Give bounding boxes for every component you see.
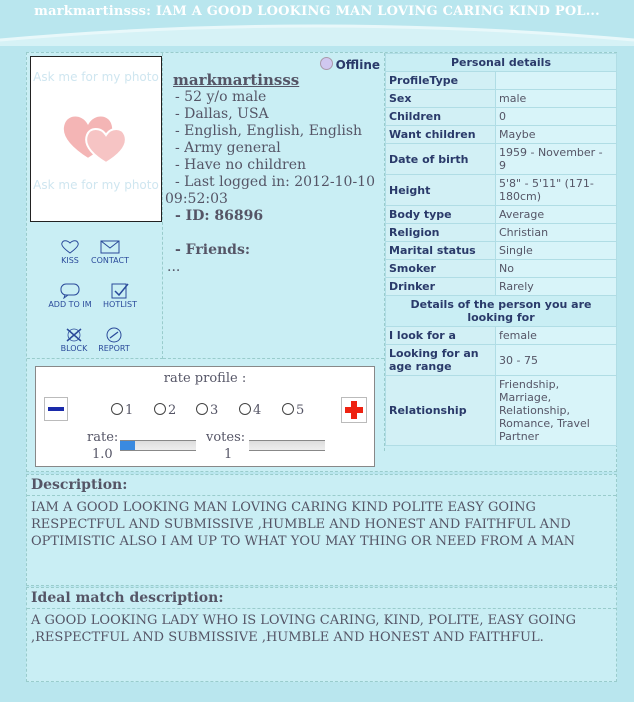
detail-key: Drinker — [386, 278, 496, 296]
radio-circle-icon — [196, 403, 208, 415]
rate-down-button[interactable] — [44, 397, 68, 421]
profile-summary — [163, 53, 384, 359]
detail-value: Friendship, Marriage, Relationship, Romance, Travel Partner — [496, 376, 617, 446]
page-title: markmartinsss: IAM A GOOD LOOKING MAN LOVING CARING KIND POL... — [34, 4, 600, 19]
personal-details-table — [385, 53, 617, 446]
block-x-icon — [64, 327, 84, 343]
detail-row — [386, 175, 617, 206]
hotlist-label: HOTLIST — [103, 300, 137, 309]
online-status — [320, 57, 380, 72]
offline-dot-icon — [320, 57, 333, 70]
detail-value: female — [496, 327, 617, 345]
detail-key: Want children — [386, 126, 496, 144]
contact-label: CONTACT — [91, 256, 129, 265]
profile-info-list — [165, 89, 381, 276]
detail-value: 0 — [496, 108, 617, 126]
votes-value: 1 — [224, 447, 233, 462]
rate-option-4[interactable]: 4 — [239, 403, 261, 418]
hotlist-button[interactable] — [95, 283, 145, 309]
profile-photo-placeholder[interactable] — [30, 56, 162, 222]
detail-row — [386, 90, 617, 108]
detail-row — [386, 224, 617, 242]
detail-key: Height — [386, 175, 496, 206]
envelope-icon — [100, 239, 120, 255]
hearts-icon — [58, 107, 134, 167]
header-wave-decoration — [0, 18, 634, 46]
report-label: REPORT — [98, 344, 130, 353]
detail-row — [386, 126, 617, 144]
rate-option-3[interactable]: 3 — [196, 403, 218, 418]
username-link[interactable]: markmartinsss — [173, 71, 300, 89]
detail-value: 30 - 75 — [496, 345, 617, 376]
checkbox-icon — [110, 283, 130, 299]
detail-row — [386, 260, 617, 278]
report-icon — [104, 327, 124, 343]
detail-key: Body type — [386, 206, 496, 224]
ideal-match-label: Ideal match description: — [27, 588, 616, 609]
detail-key: Marital status — [386, 242, 496, 260]
last-logged-in: - Last logged in: 2012-10-10 — [175, 174, 375, 190]
detail-key: Relationship — [386, 376, 496, 446]
rate-bar — [120, 440, 196, 451]
languages: - English, English, English — [175, 123, 363, 139]
detail-value: male — [496, 90, 617, 108]
contact-button[interactable] — [85, 239, 135, 265]
photo-column — [27, 53, 163, 359]
friends-label: - Friends: — [175, 242, 250, 258]
report-button[interactable] — [93, 327, 135, 353]
children-info: - Have no children — [175, 157, 307, 173]
detail-row — [386, 278, 617, 296]
detail-row — [386, 206, 617, 224]
description-label: Description: — [27, 475, 616, 496]
detail-value: No — [496, 260, 617, 278]
last-logged-in-time: 09:52:03 — [165, 191, 228, 207]
detail-value — [496, 72, 617, 90]
photo-prompt-bottom: Ask me for my photo — [33, 178, 159, 192]
detail-key: ProfileType — [386, 72, 496, 90]
detail-value: Average — [496, 206, 617, 224]
profile-panel — [26, 52, 617, 472]
block-label: BLOCK — [60, 344, 88, 353]
detail-value: Christian — [496, 224, 617, 242]
personal-details-panel — [384, 53, 617, 451]
radio-circle-icon — [239, 403, 251, 415]
add-to-im-label: ADD TO IM — [48, 300, 92, 309]
rate-option-1[interactable]: 1 — [111, 403, 133, 418]
detail-row — [386, 376, 617, 446]
detail-value: 1959 - November - 9 — [496, 144, 617, 175]
detail-key: Sex — [386, 90, 496, 108]
location: - Dallas, USA — [175, 106, 269, 122]
add-to-im-button[interactable] — [45, 283, 95, 309]
rate-option-2[interactable]: 2 — [154, 403, 176, 418]
personal-details-header: Personal details — [386, 54, 617, 72]
chat-bubble-icon — [60, 283, 80, 299]
detail-row — [386, 242, 617, 260]
detail-key: Children — [386, 108, 496, 126]
friends-value: ... — [167, 259, 181, 275]
status-label: Offline — [335, 58, 380, 72]
detail-value: Rarely — [496, 278, 617, 296]
votes-bar — [249, 440, 325, 451]
detail-key: Smoker — [386, 260, 496, 278]
heart-outline-icon — [60, 239, 80, 255]
votes-label: votes: — [206, 430, 246, 445]
detail-row — [386, 345, 617, 376]
detail-key: Looking for an age range — [386, 345, 496, 376]
rate-label: rate: — [87, 430, 119, 445]
rate-value: 1.0 — [92, 447, 113, 462]
rate-profile-widget — [35, 366, 375, 467]
detail-value: 5'8" - 5'11" (171-180cm) — [496, 175, 617, 206]
ideal-match-section — [26, 587, 617, 682]
radio-circle-icon — [282, 403, 294, 415]
ideal-match-text: A GOOD LOOKING LADY WHO IS LOVING CARING, KIND, POLITE, EASY GOING ,RESPECTFUL AND SUBMISSIVE ,HUMBLE AND HONEST AND FAITHFUL. — [31, 613, 577, 645]
detail-key: Date of birth — [386, 144, 496, 175]
profile-id: - ID: 86896 — [175, 208, 264, 224]
detail-value: Single — [496, 242, 617, 260]
rate-title: rate profile : — [163, 371, 247, 386]
rate-option-5[interactable]: 5 — [282, 403, 304, 418]
radio-circle-icon — [154, 403, 166, 415]
detail-row — [386, 144, 617, 175]
rate-up-button[interactable] — [341, 397, 367, 423]
detail-row — [386, 72, 617, 90]
minus-icon — [48, 407, 64, 411]
detail-key: I look for a — [386, 327, 496, 345]
occupation: - Army general — [175, 140, 281, 156]
kiss-button[interactable] — [55, 239, 85, 265]
detail-value: Maybe — [496, 126, 617, 144]
detail-row — [386, 327, 617, 345]
description-text: IAM A GOOD LOOKING MAN LOVING CARING KIND POLITE EASY GOING RESPECTFUL AND SUBMISSIVE ,HUMBLE AND HONEST AND FAITHFUL AND OPTIMISTIC ALSO I AM UP TO WHAT YOU MAY THING OR NEED FROM A MAN — [31, 500, 575, 549]
looking-for-header: Details of the person you are looking for — [386, 296, 617, 327]
block-button[interactable] — [55, 327, 93, 353]
photo-prompt-top: Ask me for my photo — [33, 70, 159, 84]
description-section — [26, 474, 617, 586]
detail-key: Religion — [386, 224, 496, 242]
detail-row — [386, 108, 617, 126]
kiss-label: KISS — [61, 256, 79, 265]
age-gender: - 52 y/o male — [175, 89, 267, 105]
radio-circle-icon — [111, 403, 123, 415]
rate-bar-fill — [120, 441, 135, 450]
